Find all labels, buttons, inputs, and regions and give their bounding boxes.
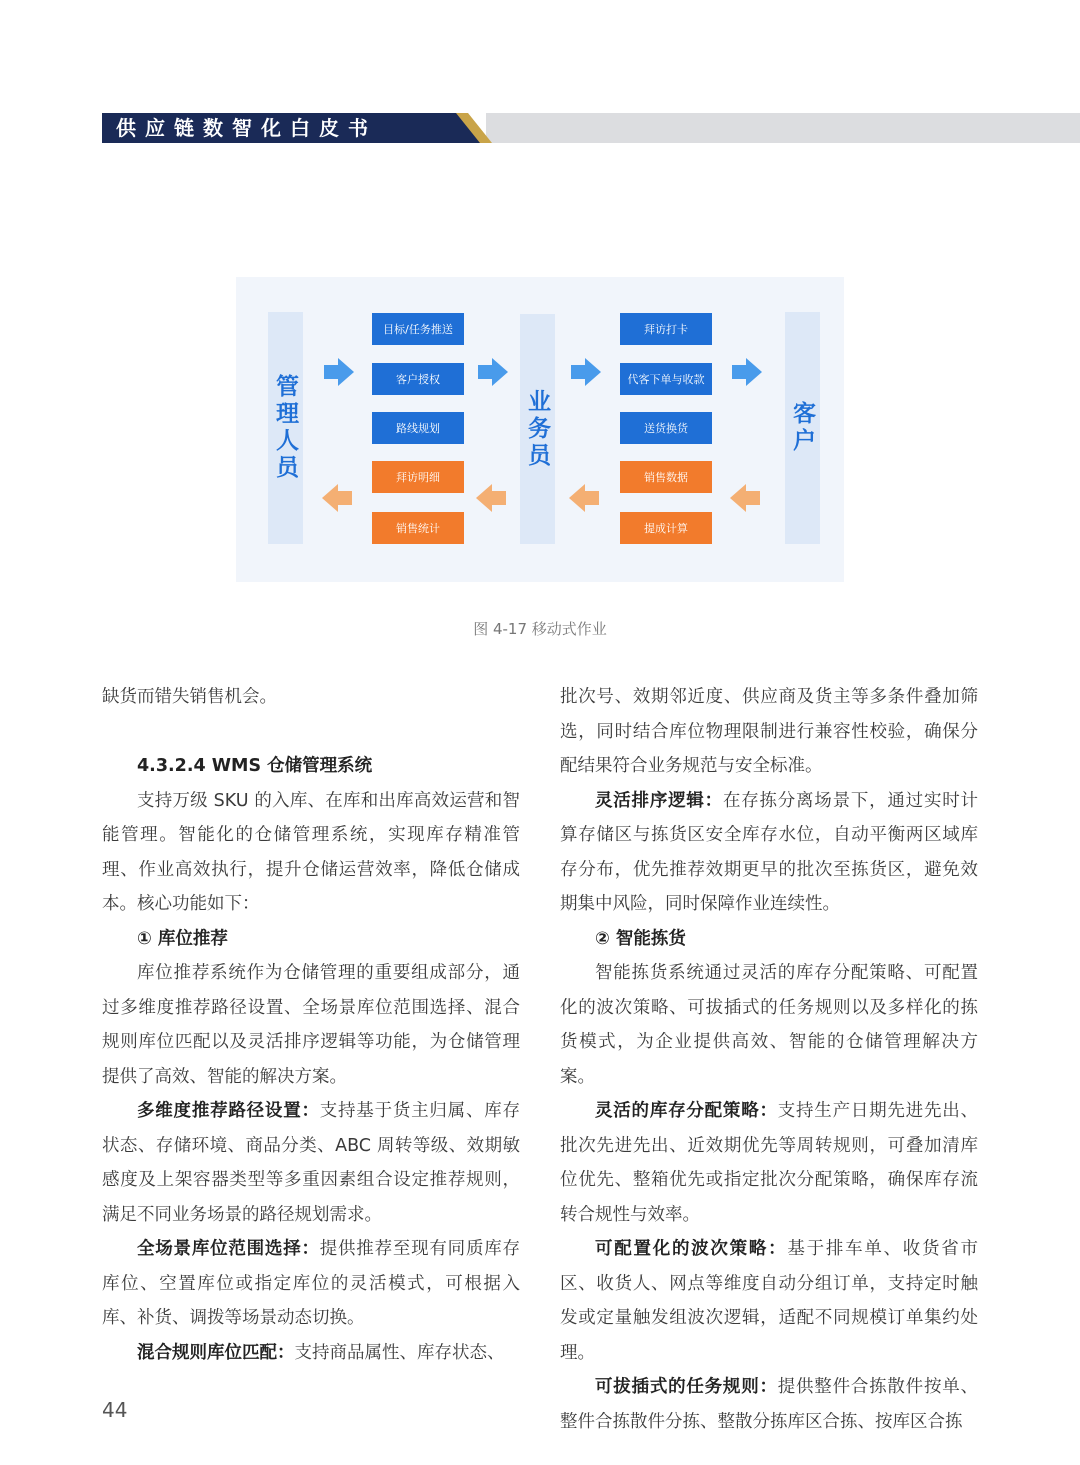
paragraph-text: 在存拣分离场景下，通过实时计算存储区与拣货区安全库存水位，自动平衡两区域库存分布，优先推荐效期更早的批次至拣货区，避免效期集中风险，同时保障作业连续性。 <box>560 790 979 914</box>
paragraph <box>560 1094 978 1232</box>
box-visit-details: 拜访明细 <box>372 461 464 493</box>
paragraph <box>102 1336 520 1371</box>
bold-term: 可拔插式的任务规则： <box>595 1377 778 1397</box>
box-visit-checkin: 拜访打卡 <box>620 313 712 345</box>
bold-term: 灵活的库存分配策略： <box>595 1101 778 1121</box>
column-customer: 客户 <box>785 312 820 544</box>
column-salesperson: 业务员 <box>520 314 555 544</box>
paragraph <box>102 1094 520 1232</box>
arrow-left-icon <box>567 482 601 514</box>
paragraph-text: 基于排车单、收货省市区、收货人、网点等维度自动分组订单，支持定时触发或定量触发组波次逻辑，适配不同规模订单集约处理。 <box>560 1239 979 1363</box>
paragraph-text: 提供整件合拣散件按单、整件合拣散件分拣、整散分拣库区合拣、按库区合拣 <box>560 1377 978 1432</box>
right-text-column <box>560 680 978 1439</box>
arrow-right-icon <box>730 356 764 388</box>
box-commission-calc: 提成计算 <box>620 512 712 544</box>
bold-term: 灵活排序逻辑： <box>595 790 723 811</box>
bold-term: 可配置化的波次策略： <box>595 1239 788 1259</box>
arrow-left-icon <box>728 482 762 514</box>
box-target-task-push: 目标/任务推送 <box>372 313 464 345</box>
paragraph: 批次号、效期邻近度、供应商及货主等多条件叠加筛选，同时结合库位物理限制进行兼容性校验，确保分配结果符合业务规范与安全标准。 <box>560 687 978 776</box>
arrow-left-icon <box>320 482 354 514</box>
column-managers: 管理人员 <box>268 312 303 544</box>
header-title: 供应链数智化白皮书 <box>116 116 377 140</box>
arrow-right-icon <box>476 356 510 388</box>
header-banner-bar <box>486 113 1080 143</box>
arrow-left-icon <box>474 482 508 514</box>
box-route-planning: 路线规划 <box>372 412 464 444</box>
box-sales-data: 销售数据 <box>620 461 712 493</box>
bold-term: 全场景库位范围选择： <box>137 1239 320 1259</box>
bold-term: 多维度推荐路径设置： <box>137 1101 320 1121</box>
section-heading: 4.3.2.4 WMS 仓储管理系统 <box>137 756 373 776</box>
box-customer-authorization: 客户授权 <box>372 363 464 395</box>
arrow-right-icon <box>569 356 603 388</box>
paragraph <box>560 1232 978 1370</box>
box-sales-statistics: 销售统计 <box>372 512 464 544</box>
paragraph: 智能拣货系统通过灵活的库存分配策略、可配置化的波次策略、可拔插式的任务规则以及多样化的拣货模式，为企业提供高效、智能的仓储管理解决方案。 <box>560 963 978 1087</box>
arrow-right-icon <box>322 356 356 388</box>
page-number: 44 <box>102 1398 128 1422</box>
subsection-heading: ② 智能拣货 <box>595 928 686 949</box>
left-text-column <box>102 680 520 1370</box>
paragraph <box>560 1370 978 1439</box>
bold-term: 混合规则库位匹配： <box>137 1342 295 1363</box>
paragraph <box>102 1232 520 1336</box>
mobile-operation-diagram <box>236 277 844 582</box>
figure-caption: 图 4-17 移动式作业 <box>473 620 607 638</box>
paragraph <box>560 784 978 922</box>
paragraph-text: 支持商品属性、库存状态、 <box>294 1342 505 1363</box>
paragraph: 库位推荐系统作为仓储管理的重要组成部分，通过多维度推荐路径设置、全场景库位范围选择、混合规则库位匹配以及灵活排序逻辑等功能，为仓储管理提供了高效、智能的解决方案。 <box>102 963 520 1087</box>
box-order-and-payment: 代客下单与收款 <box>620 363 712 395</box>
spacer <box>102 715 520 750</box>
subsection-heading: ① 库位推荐 <box>137 928 228 949</box>
paragraph-text: 提供推荐至现有同质库存库位、空置库位或指定库位的灵活模式，可根据入库、补货、调拨等场景动态切换。 <box>102 1239 520 1328</box>
paragraph: 支持万级 SKU 的入库、在库和出库高效运营和智能管理。智能化的仓储管理系统，实现库存精准管理、作业高效执行，提升仓储运营效率，降低仓储成本。核心功能如下： <box>102 790 520 914</box>
box-delivery-exchange: 送货换货 <box>620 412 712 444</box>
paragraph-text: 支持生产日期先进先出、批次先进先出、近效期优先等周转规则，可叠加清库位优先、整箱优先或指定批次分配策略，确保库存流转合规性与效率。 <box>560 1101 978 1225</box>
paragraph-text: 支持基于货主归属、库存状态、存储环境、商品分类、ABC 周转等级、效期敏感度及上架容器类型等多重因素组合设定推荐规则，满足不同业务场景的路径规划需求。 <box>102 1101 520 1225</box>
paragraph: 缺货而错失销售机会。 <box>102 687 277 707</box>
